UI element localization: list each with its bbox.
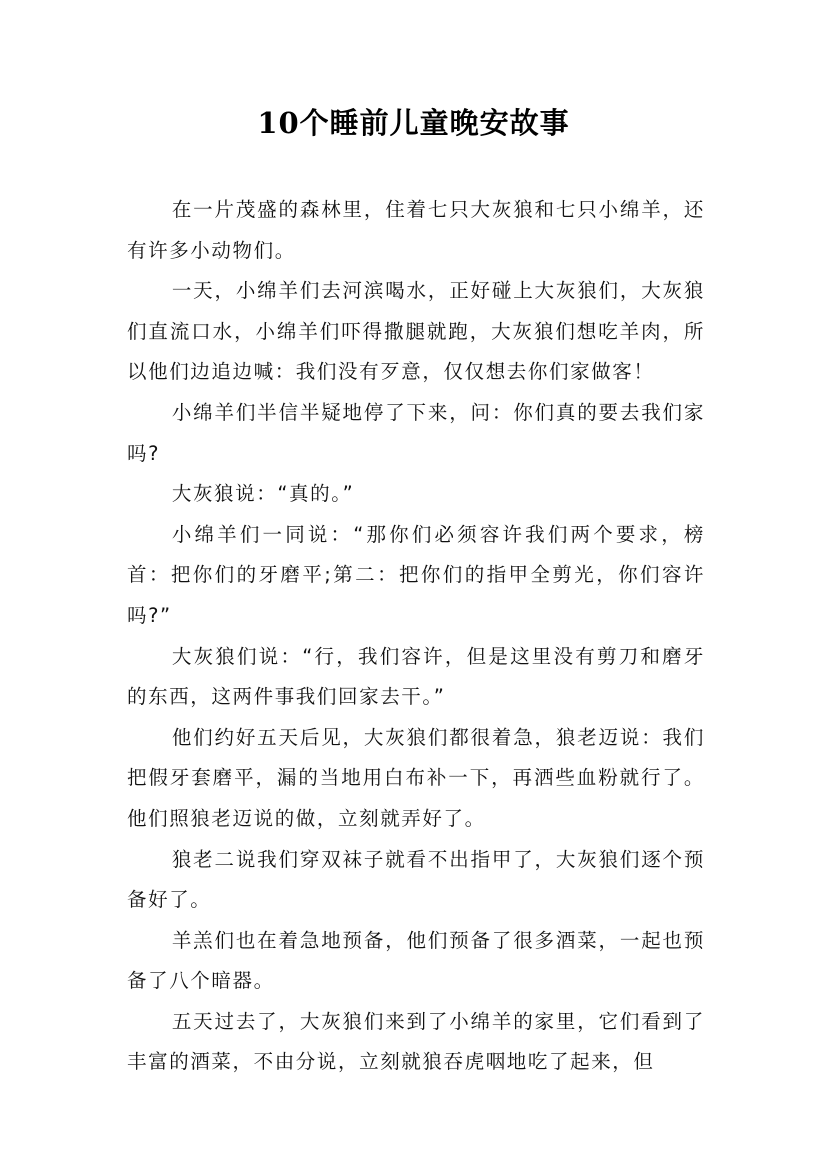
story-paragraph: 他们约好五天后见，大灰狼们都很着急，狼老迈说：我们把假牙套磨平，漏的当地用白布补一下，再洒些血粉就行了。他们照狼老迈说的做，立刻就弄好了。 xyxy=(127,725,705,830)
story-paragraph: 羊羔们也在着急地预备，他们预备了很多酒菜，一起也预备了八个暗器。 xyxy=(127,928,705,993)
story-paragraph: 大灰狼们说：“行，我们容许，但是这里没有剪刀和磨牙的东西，这两件事我们回家去干。” xyxy=(127,644,705,709)
story-paragraph: 一天，小绵羊们去河滨喝水，正好碰上大灰狼们，大灰狼们直流口水，小绵羊们吓得撒腿就跑，大灰狼们想吃羊肉，所以他们边追边喊：我们没有歹意，仅仅想去你们家做客！ xyxy=(127,279,705,384)
story-paragraph: 狼老二说我们穿双袜子就看不出指甲了，大灰狼们逐个预备好了。 xyxy=(127,847,705,912)
story-paragraph: 小绵羊们一同说：“那你们必须容许我们两个要求，榜首：把你们的牙磨平;第二：把你们的指甲全剪光，你们容许吗?” xyxy=(127,522,705,627)
story-body xyxy=(127,190,705,1083)
story-paragraph: 大灰狼说：“真的。” xyxy=(171,482,355,506)
story-paragraph: 在一片茂盛的森林里，住着七只大灰狼和七只小绵羊，还有许多小动物们。 xyxy=(127,198,705,262)
story-paragraph: 五天过去了，大灰狼们来到了小绵羊的家里，它们看到了丰富的酒菜，不由分说，立刻就狼吞虎咽地吃了起来，但 xyxy=(127,1009,705,1074)
story-paragraph: 小绵羊们半信半疑地停了下来，问：你们真的要去我们家吗? xyxy=(127,400,705,465)
document-title: 10个睡前儿童晚安故事 xyxy=(257,106,570,140)
